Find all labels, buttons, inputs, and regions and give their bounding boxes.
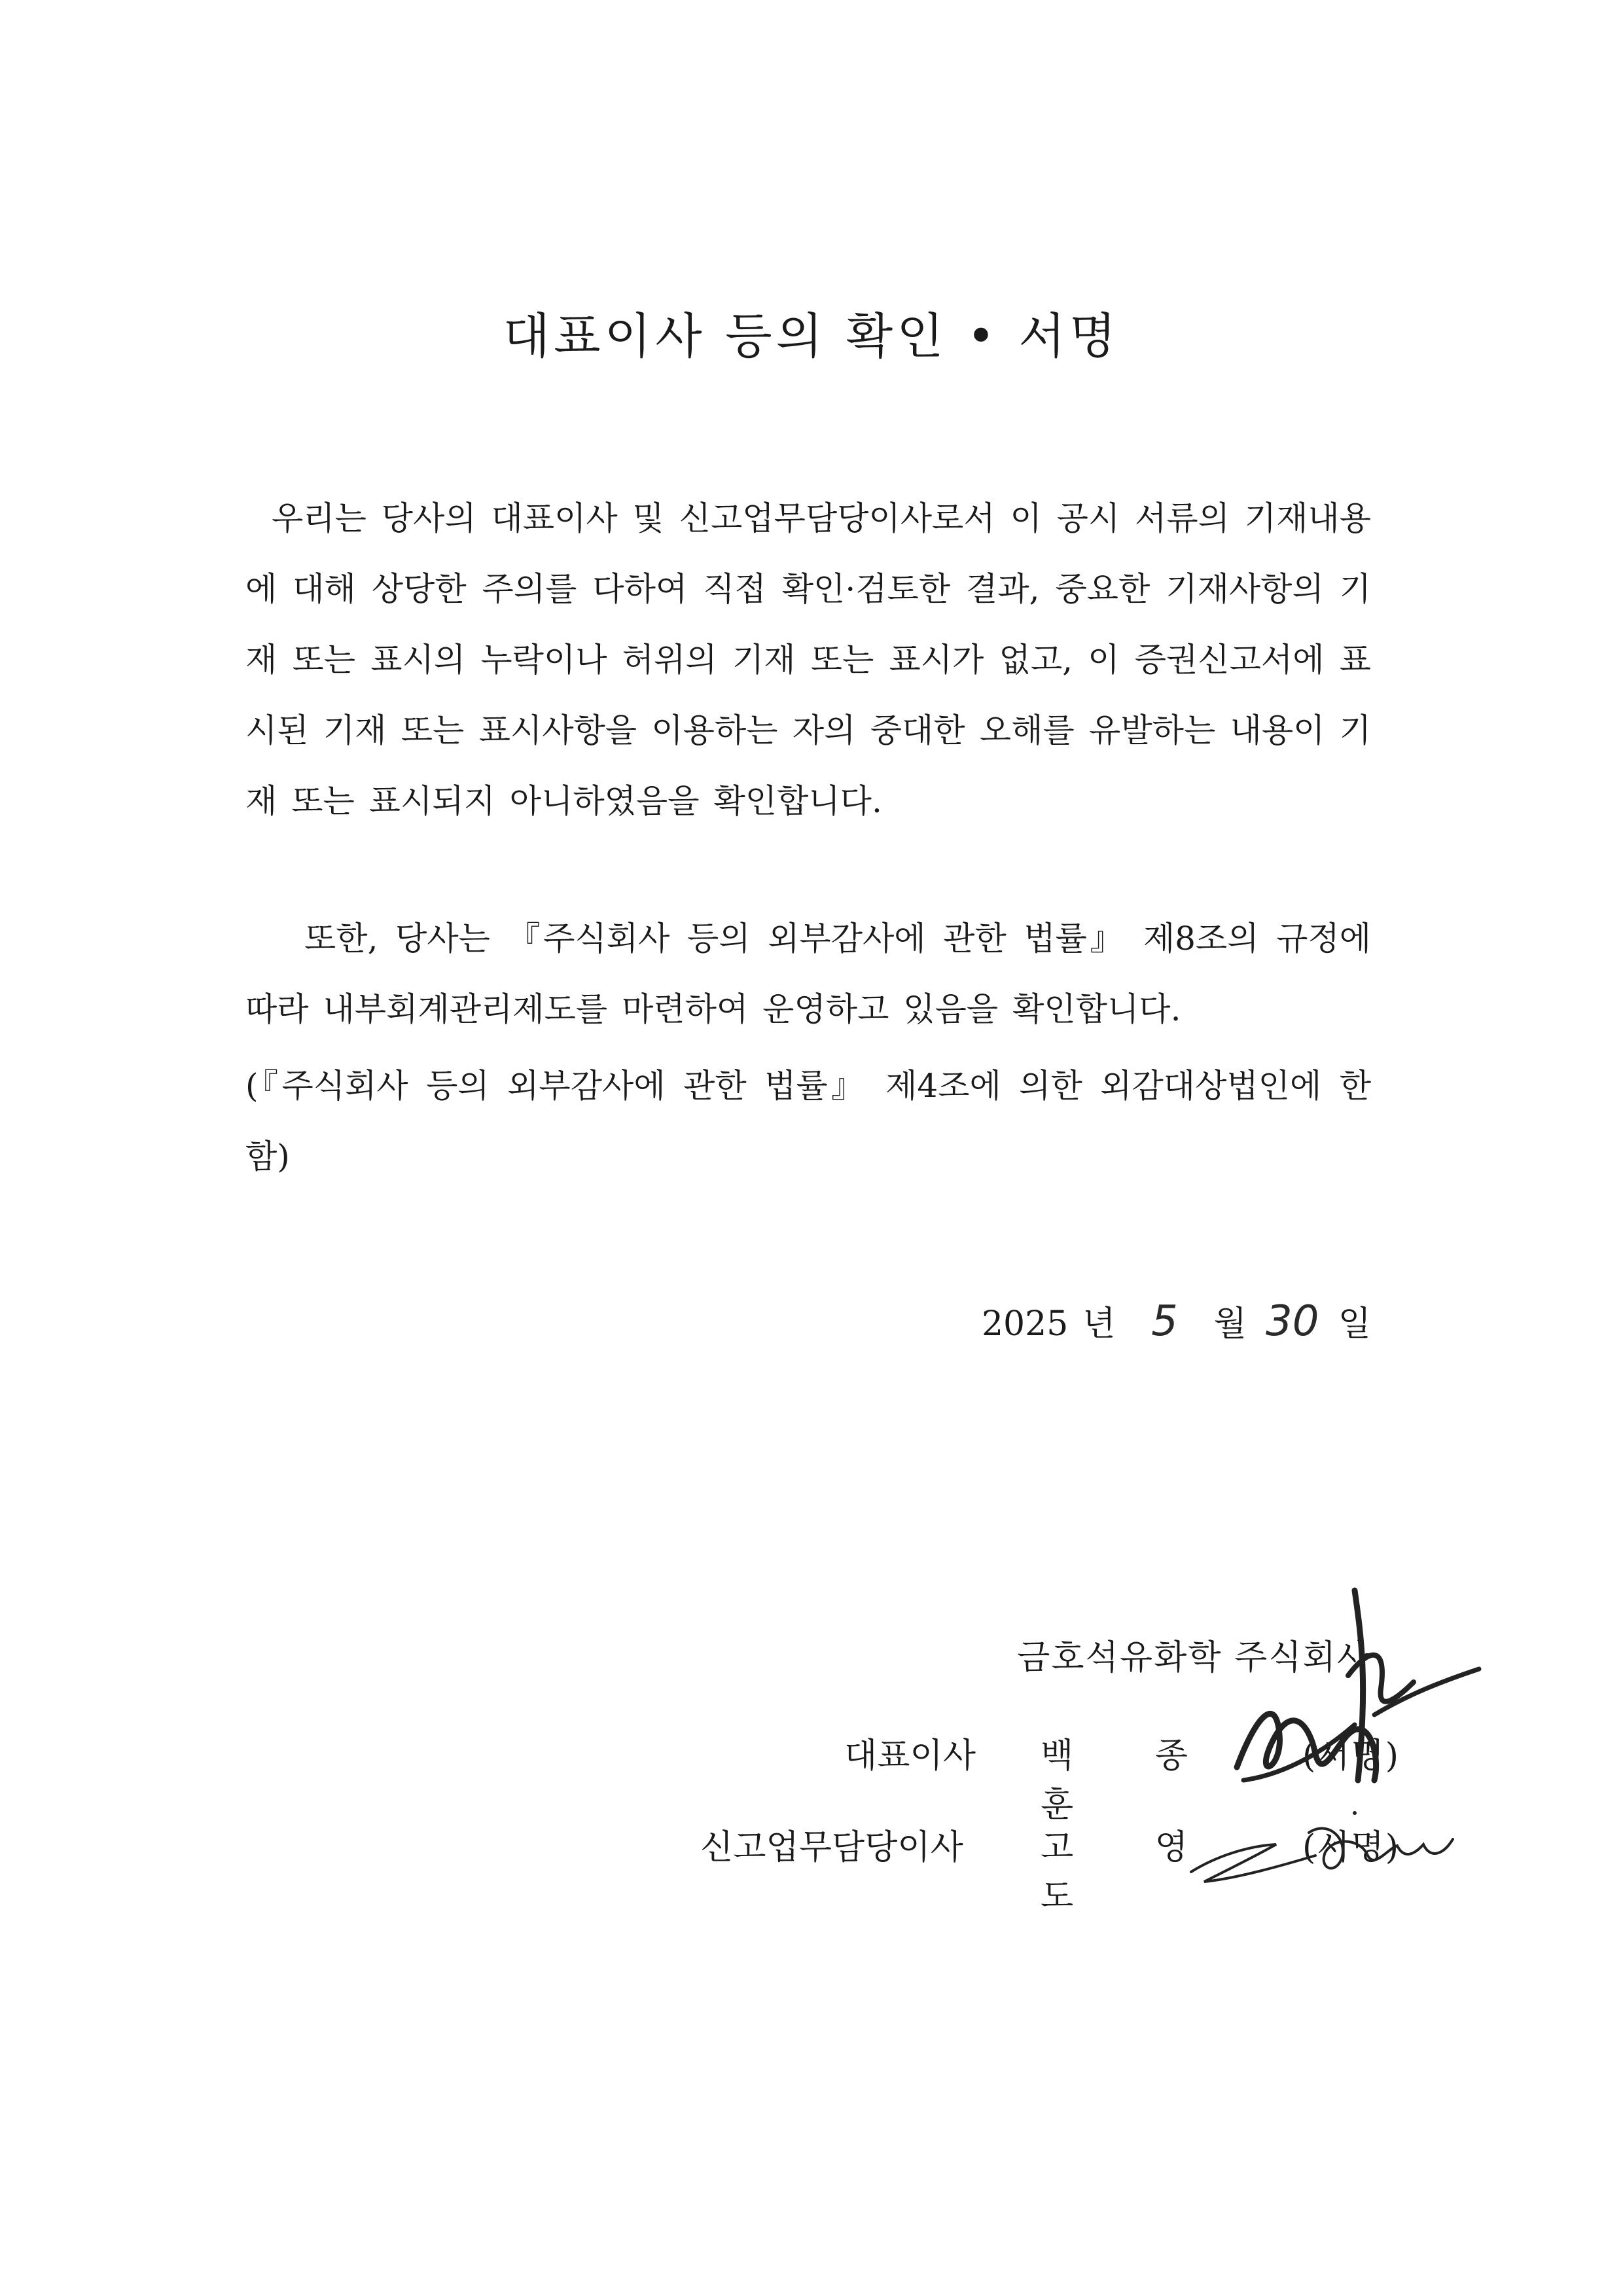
ceo-role: 대표이사 xyxy=(844,1736,976,1776)
signing-date xyxy=(982,1296,1371,1346)
ceo-signature-line xyxy=(844,1728,1400,1826)
officer-role: 신고업무담당이사 xyxy=(700,1828,963,1867)
document-title: 대표이사 등의 확인 • 서명 xyxy=(503,308,1120,365)
internal-control-paragraph: 또한, 당사는 『주식회사 등의 외부감사에 관한 법률』 제8조의 규정에 따라 내부회계관리제도를 마련하여 운영하고 있음을 확인합니다. xyxy=(245,920,1371,1028)
ceo-name: 백 종 훈 xyxy=(1041,1736,1223,1825)
date-day-handwritten: 30 xyxy=(1266,1297,1319,1346)
applicability-note: (『주식회사 등의 외부감사에 관한 법률』 제4조에 의한 외감대상법인에 한함) xyxy=(245,1067,1371,1175)
date-month-unit: 월 xyxy=(1213,1304,1247,1344)
date-day-unit: 일 xyxy=(1338,1304,1371,1344)
officer-seal-label: (서명) xyxy=(1302,1828,1400,1867)
officer-name: 고 영 도 xyxy=(1041,1828,1223,1916)
officer-signature-line xyxy=(700,1820,1400,1918)
date-year: 2025 xyxy=(981,1304,1069,1344)
confirmation-paragraph: 우리는 당사의 대표이사 및 신고업무담당이사로서 이 공시 서류의 기재내용에 대해 상당한 주의를 다하여 직접 확인·검토한 결과, 중요한 기재사항의 기재 또는 표시의 누락이나 허위의 기재 또는 표시가 없고, 이 증권신고서에 표시된 기재 또는 표시사항을 이용하는 자의 중대한 오해를 유발하는 내용이 기재 또는 표시되지 아니하였음을 확인합니다. xyxy=(245,499,1371,820)
company-name: 금호석유화학 주식회사 xyxy=(1017,1638,1371,1677)
date-month-handwritten: 5 xyxy=(1151,1297,1178,1346)
date-year-unit: 년 xyxy=(1082,1304,1116,1344)
ceo-seal-label: (서명) xyxy=(1302,1736,1400,1776)
